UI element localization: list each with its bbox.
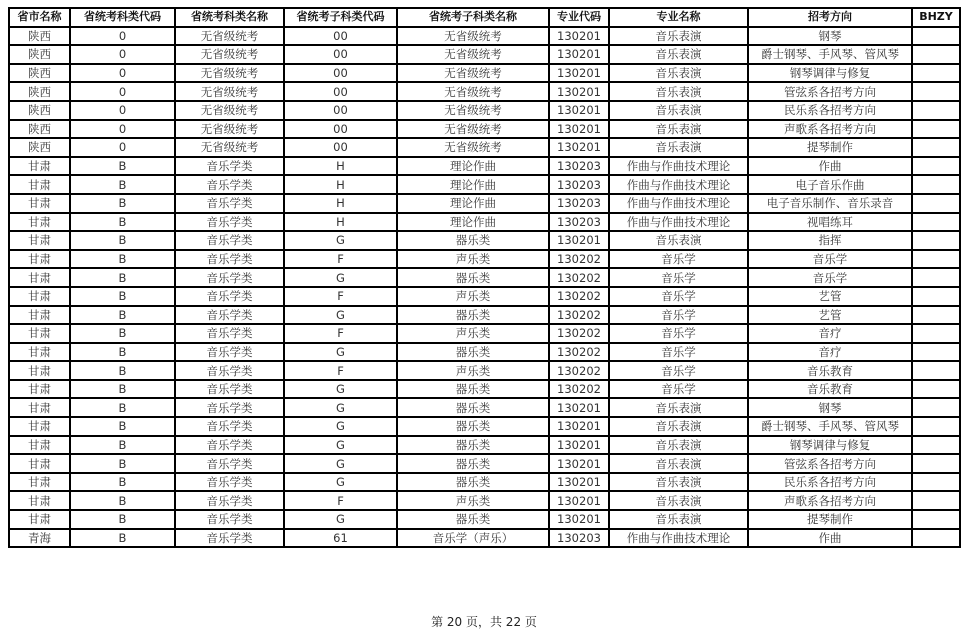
column-header-exam-category-code: 省统考科类代码 bbox=[70, 8, 175, 27]
cell-bhzy bbox=[912, 138, 960, 157]
cell-exam-category-name: 音乐学类 bbox=[175, 268, 284, 287]
cell-major-code: 130203 bbox=[549, 175, 609, 194]
cell-province: 陕西 bbox=[9, 138, 70, 157]
cell-province: 甘肃 bbox=[9, 231, 70, 250]
cell-exam-category-name: 无省级统考 bbox=[175, 101, 284, 120]
cell-exam-category-code: 0 bbox=[70, 120, 175, 139]
cell-exam-category-code: B bbox=[70, 268, 175, 287]
cell-major-name: 音乐表演 bbox=[609, 45, 748, 64]
cell-major-code: 130201 bbox=[549, 138, 609, 157]
column-header-province: 省市名称 bbox=[9, 8, 70, 27]
cell-major-code: 130202 bbox=[549, 361, 609, 380]
cell-major-name: 作曲与作曲技术理论 bbox=[609, 213, 748, 232]
cell-sub-category-name: 器乐类 bbox=[397, 398, 549, 417]
cell-sub-category-code: H bbox=[284, 175, 397, 194]
table-row bbox=[9, 343, 960, 362]
cell-sub-category-code: H bbox=[284, 194, 397, 213]
cell-province: 甘肃 bbox=[9, 510, 70, 529]
cell-sub-category-code: F bbox=[284, 491, 397, 510]
cell-bhzy bbox=[912, 64, 960, 83]
table-row bbox=[9, 287, 960, 306]
cell-sub-category-code: 00 bbox=[284, 120, 397, 139]
cell-sub-category-code: G bbox=[284, 380, 397, 399]
cell-bhzy bbox=[912, 101, 960, 120]
cell-exam-category-code: B bbox=[70, 306, 175, 325]
cell-major-name: 作曲与作曲技术理论 bbox=[609, 194, 748, 213]
cell-exam-category-code: B bbox=[70, 361, 175, 380]
cell-bhzy bbox=[912, 510, 960, 529]
cell-province: 陕西 bbox=[9, 64, 70, 83]
cell-sub-category-name: 器乐类 bbox=[397, 380, 549, 399]
cell-sub-category-name: 无省级统考 bbox=[397, 64, 549, 83]
cell-bhzy bbox=[912, 82, 960, 101]
cell-sub-category-code: G bbox=[284, 231, 397, 250]
cell-sub-category-code: G bbox=[284, 417, 397, 436]
cell-direction: 钢琴调律与修复 bbox=[748, 64, 912, 83]
cell-bhzy bbox=[912, 361, 960, 380]
cell-bhzy bbox=[912, 343, 960, 362]
cell-province: 陕西 bbox=[9, 27, 70, 46]
cell-major-code: 130201 bbox=[549, 231, 609, 250]
table-row bbox=[9, 454, 960, 473]
cell-direction: 爵士钢琴、手风琴、管风琴 bbox=[748, 45, 912, 64]
table-row bbox=[9, 398, 960, 417]
cell-bhzy bbox=[912, 287, 960, 306]
cell-exam-category-name: 音乐学类 bbox=[175, 510, 284, 529]
table-row bbox=[9, 510, 960, 529]
cell-direction: 音疗 bbox=[748, 343, 912, 362]
cell-bhzy bbox=[912, 398, 960, 417]
cell-major-code: 130201 bbox=[549, 45, 609, 64]
cell-major-name: 音乐表演 bbox=[609, 417, 748, 436]
cell-province: 陕西 bbox=[9, 45, 70, 64]
cell-exam-category-code: B bbox=[70, 398, 175, 417]
cell-bhzy bbox=[912, 417, 960, 436]
cell-exam-category-name: 音乐学类 bbox=[175, 436, 284, 455]
cell-major-name: 音乐表演 bbox=[609, 491, 748, 510]
cell-direction: 管弦系各招考方向 bbox=[748, 454, 912, 473]
column-header-exam-category-name: 省统考科类名称 bbox=[175, 8, 284, 27]
cell-province: 甘肃 bbox=[9, 398, 70, 417]
table-row bbox=[9, 306, 960, 325]
cell-sub-category-code: F bbox=[284, 324, 397, 343]
cell-sub-category-name: 器乐类 bbox=[397, 510, 549, 529]
cell-province: 甘肃 bbox=[9, 157, 70, 176]
cell-sub-category-name: 理论作曲 bbox=[397, 157, 549, 176]
cell-exam-category-name: 无省级统考 bbox=[175, 82, 284, 101]
cell-bhzy bbox=[912, 175, 960, 194]
column-header-bhzy: BHZY bbox=[912, 8, 960, 27]
cell-bhzy bbox=[912, 529, 960, 548]
cell-major-name: 音乐表演 bbox=[609, 82, 748, 101]
cell-province: 陕西 bbox=[9, 82, 70, 101]
cell-major-name: 音乐学 bbox=[609, 343, 748, 362]
cell-direction: 艺管 bbox=[748, 306, 912, 325]
cell-bhzy bbox=[912, 250, 960, 269]
cell-exam-category-name: 无省级统考 bbox=[175, 27, 284, 46]
table-row bbox=[9, 138, 960, 157]
cell-sub-category-code: G bbox=[284, 268, 397, 287]
cell-sub-category-name: 无省级统考 bbox=[397, 82, 549, 101]
cell-major-code: 130201 bbox=[549, 510, 609, 529]
cell-sub-category-name: 器乐类 bbox=[397, 454, 549, 473]
cell-major-code: 130201 bbox=[549, 417, 609, 436]
cell-exam-category-name: 音乐学类 bbox=[175, 473, 284, 492]
cell-exam-category-code: 0 bbox=[70, 27, 175, 46]
cell-sub-category-code: G bbox=[284, 398, 397, 417]
cell-sub-category-code: G bbox=[284, 473, 397, 492]
cell-exam-category-name: 无省级统考 bbox=[175, 64, 284, 83]
cell-bhzy bbox=[912, 268, 960, 287]
table-row bbox=[9, 64, 960, 83]
cell-province: 陕西 bbox=[9, 120, 70, 139]
table-row bbox=[9, 213, 960, 232]
cell-exam-category-name: 音乐学类 bbox=[175, 194, 284, 213]
cell-sub-category-name: 无省级统考 bbox=[397, 120, 549, 139]
cell-major-code: 130201 bbox=[549, 64, 609, 83]
cell-major-name: 音乐学 bbox=[609, 306, 748, 325]
cell-direction: 音乐教育 bbox=[748, 380, 912, 399]
cell-sub-category-name: 理论作曲 bbox=[397, 175, 549, 194]
cell-major-code: 130201 bbox=[549, 473, 609, 492]
cell-province: 甘肃 bbox=[9, 213, 70, 232]
cell-sub-category-name: 器乐类 bbox=[397, 436, 549, 455]
table-row bbox=[9, 45, 960, 64]
cell-province: 甘肃 bbox=[9, 417, 70, 436]
cell-exam-category-code: B bbox=[70, 231, 175, 250]
cell-exam-category-code: B bbox=[70, 417, 175, 436]
cell-bhzy bbox=[912, 120, 960, 139]
table-row bbox=[9, 473, 960, 492]
cell-major-name: 音乐表演 bbox=[609, 120, 748, 139]
cell-province: 甘肃 bbox=[9, 361, 70, 380]
cell-sub-category-name: 声乐类 bbox=[397, 324, 549, 343]
cell-exam-category-name: 音乐学类 bbox=[175, 417, 284, 436]
cell-sub-category-name: 器乐类 bbox=[397, 473, 549, 492]
cell-sub-category-code: F bbox=[284, 287, 397, 306]
cell-direction: 视唱练耳 bbox=[748, 213, 912, 232]
cell-province: 甘肃 bbox=[9, 194, 70, 213]
cell-sub-category-name: 无省级统考 bbox=[397, 27, 549, 46]
cell-sub-category-code: 00 bbox=[284, 138, 397, 157]
cell-province: 甘肃 bbox=[9, 454, 70, 473]
column-header-major-name: 专业名称 bbox=[609, 8, 748, 27]
cell-direction: 指挥 bbox=[748, 231, 912, 250]
cell-exam-category-code: B bbox=[70, 491, 175, 510]
cell-direction: 民乐系各招考方向 bbox=[748, 473, 912, 492]
cell-direction: 钢琴 bbox=[748, 398, 912, 417]
cell-bhzy bbox=[912, 27, 960, 46]
cell-major-code: 130202 bbox=[549, 306, 609, 325]
cell-exam-category-name: 音乐学类 bbox=[175, 454, 284, 473]
cell-province: 甘肃 bbox=[9, 306, 70, 325]
cell-sub-category-code: 00 bbox=[284, 45, 397, 64]
cell-major-name: 音乐表演 bbox=[609, 473, 748, 492]
cell-exam-category-name: 音乐学类 bbox=[175, 529, 284, 548]
cell-sub-category-code: F bbox=[284, 250, 397, 269]
cell-direction: 声歌系各招考方向 bbox=[748, 120, 912, 139]
cell-sub-category-name: 器乐类 bbox=[397, 306, 549, 325]
cell-direction: 作曲 bbox=[748, 157, 912, 176]
cell-exam-category-code: B bbox=[70, 324, 175, 343]
cell-exam-category-name: 音乐学类 bbox=[175, 287, 284, 306]
table-row bbox=[9, 101, 960, 120]
cell-exam-category-code: B bbox=[70, 510, 175, 529]
cell-bhzy bbox=[912, 231, 960, 250]
cell-major-code: 130201 bbox=[549, 120, 609, 139]
cell-bhzy bbox=[912, 436, 960, 455]
cell-sub-category-name: 无省级统考 bbox=[397, 45, 549, 64]
cell-direction: 电子音乐作曲 bbox=[748, 175, 912, 194]
cell-sub-category-code: F bbox=[284, 361, 397, 380]
cell-exam-category-name: 无省级统考 bbox=[175, 138, 284, 157]
cell-bhzy bbox=[912, 45, 960, 64]
cell-major-code: 130201 bbox=[549, 82, 609, 101]
cell-sub-category-name: 声乐类 bbox=[397, 287, 549, 306]
table-row bbox=[9, 27, 960, 46]
table-row bbox=[9, 529, 960, 548]
table-row bbox=[9, 417, 960, 436]
cell-direction: 音乐学 bbox=[748, 250, 912, 269]
page-number: 第 20 页，共 22 页 bbox=[431, 615, 537, 629]
cell-sub-category-code: G bbox=[284, 343, 397, 362]
cell-major-name: 音乐学 bbox=[609, 268, 748, 287]
cell-major-code: 130202 bbox=[549, 287, 609, 306]
cell-direction: 音乐学 bbox=[748, 268, 912, 287]
cell-exam-category-code: B bbox=[70, 454, 175, 473]
cell-bhzy bbox=[912, 157, 960, 176]
cell-exam-category-name: 音乐学类 bbox=[175, 343, 284, 362]
cell-sub-category-name: 理论作曲 bbox=[397, 194, 549, 213]
cell-major-code: 130201 bbox=[549, 436, 609, 455]
cell-bhzy bbox=[912, 213, 960, 232]
cell-sub-category-name: 理论作曲 bbox=[397, 213, 549, 232]
column-header-direction: 招考方向 bbox=[748, 8, 912, 27]
cell-exam-category-code: B bbox=[70, 287, 175, 306]
admissions-table bbox=[8, 7, 961, 548]
cell-major-name: 音乐表演 bbox=[609, 436, 748, 455]
cell-exam-category-name: 音乐学类 bbox=[175, 213, 284, 232]
table-row bbox=[9, 491, 960, 510]
cell-direction: 民乐系各招考方向 bbox=[748, 101, 912, 120]
cell-exam-category-name: 音乐学类 bbox=[175, 157, 284, 176]
table-row bbox=[9, 250, 960, 269]
cell-major-name: 作曲与作曲技术理论 bbox=[609, 529, 748, 548]
cell-sub-category-code: G bbox=[284, 436, 397, 455]
cell-direction: 爵士钢琴、手风琴、管风琴 bbox=[748, 417, 912, 436]
cell-major-name: 音乐表演 bbox=[609, 454, 748, 473]
cell-exam-category-code: B bbox=[70, 529, 175, 548]
cell-major-code: 130203 bbox=[549, 529, 609, 548]
cell-exam-category-name: 音乐学类 bbox=[175, 398, 284, 417]
cell-sub-category-code: G bbox=[284, 454, 397, 473]
cell-major-code: 130201 bbox=[549, 491, 609, 510]
table-row bbox=[9, 436, 960, 455]
cell-province: 甘肃 bbox=[9, 268, 70, 287]
cell-major-code: 130201 bbox=[549, 27, 609, 46]
cell-exam-category-name: 音乐学类 bbox=[175, 231, 284, 250]
cell-major-name: 音乐表演 bbox=[609, 64, 748, 83]
cell-exam-category-code: B bbox=[70, 473, 175, 492]
cell-direction: 音疗 bbox=[748, 324, 912, 343]
cell-direction: 管弦系各招考方向 bbox=[748, 82, 912, 101]
cell-exam-category-name: 音乐学类 bbox=[175, 306, 284, 325]
cell-sub-category-code: H bbox=[284, 213, 397, 232]
cell-province: 甘肃 bbox=[9, 436, 70, 455]
cell-sub-category-code: 00 bbox=[284, 64, 397, 83]
cell-major-code: 130203 bbox=[549, 157, 609, 176]
cell-sub-category-name: 器乐类 bbox=[397, 343, 549, 362]
table-row bbox=[9, 324, 960, 343]
cell-major-code: 130202 bbox=[549, 250, 609, 269]
cell-sub-category-name: 音乐学（声乐） bbox=[397, 529, 549, 548]
cell-direction: 钢琴 bbox=[748, 27, 912, 46]
cell-province: 青海 bbox=[9, 529, 70, 548]
cell-direction: 声歌系各招考方向 bbox=[748, 491, 912, 510]
cell-sub-category-name: 声乐类 bbox=[397, 361, 549, 380]
cell-major-code: 130202 bbox=[549, 380, 609, 399]
cell-major-name: 音乐表演 bbox=[609, 231, 748, 250]
cell-bhzy bbox=[912, 454, 960, 473]
cell-sub-category-code: 00 bbox=[284, 82, 397, 101]
cell-major-name: 作曲与作曲技术理论 bbox=[609, 157, 748, 176]
cell-sub-category-name: 声乐类 bbox=[397, 491, 549, 510]
table-row bbox=[9, 82, 960, 101]
cell-major-name: 音乐表演 bbox=[609, 138, 748, 157]
cell-province: 陕西 bbox=[9, 101, 70, 120]
cell-exam-category-code: B bbox=[70, 436, 175, 455]
cell-major-name: 音乐学 bbox=[609, 250, 748, 269]
cell-bhzy bbox=[912, 306, 960, 325]
cell-exam-category-code: B bbox=[70, 250, 175, 269]
cell-sub-category-code: G bbox=[284, 306, 397, 325]
cell-major-code: 130201 bbox=[549, 101, 609, 120]
cell-major-name: 音乐表演 bbox=[609, 398, 748, 417]
cell-sub-category-name: 器乐类 bbox=[397, 417, 549, 436]
table-body bbox=[9, 27, 960, 548]
cell-major-name: 音乐学 bbox=[609, 361, 748, 380]
cell-sub-category-name: 器乐类 bbox=[397, 268, 549, 287]
cell-province: 甘肃 bbox=[9, 491, 70, 510]
cell-province: 甘肃 bbox=[9, 380, 70, 399]
cell-direction: 音乐教育 bbox=[748, 361, 912, 380]
cell-bhzy bbox=[912, 491, 960, 510]
cell-bhzy bbox=[912, 194, 960, 213]
cell-major-name: 作曲与作曲技术理论 bbox=[609, 175, 748, 194]
cell-major-code: 130202 bbox=[549, 343, 609, 362]
cell-exam-category-name: 无省级统考 bbox=[175, 120, 284, 139]
cell-sub-category-code: 00 bbox=[284, 101, 397, 120]
cell-exam-category-name: 音乐学类 bbox=[175, 324, 284, 343]
cell-exam-category-code: B bbox=[70, 175, 175, 194]
cell-exam-category-name: 无省级统考 bbox=[175, 45, 284, 64]
cell-direction: 电子音乐制作、音乐录音 bbox=[748, 194, 912, 213]
cell-major-code: 130203 bbox=[549, 213, 609, 232]
cell-sub-category-name: 器乐类 bbox=[397, 231, 549, 250]
column-header-sub-category-name: 省统考子科类名称 bbox=[397, 8, 549, 27]
cell-exam-category-code: B bbox=[70, 157, 175, 176]
cell-province: 甘肃 bbox=[9, 287, 70, 306]
cell-exam-category-name: 音乐学类 bbox=[175, 175, 284, 194]
cell-major-code: 130201 bbox=[549, 454, 609, 473]
cell-province: 甘肃 bbox=[9, 250, 70, 269]
cell-exam-category-code: 0 bbox=[70, 101, 175, 120]
cell-bhzy bbox=[912, 380, 960, 399]
cell-province: 甘肃 bbox=[9, 175, 70, 194]
cell-direction: 提琴制作 bbox=[748, 510, 912, 529]
cell-exam-category-code: 0 bbox=[70, 64, 175, 83]
table-row bbox=[9, 361, 960, 380]
table-row bbox=[9, 194, 960, 213]
cell-major-name: 音乐表演 bbox=[609, 101, 748, 120]
cell-major-name: 音乐学 bbox=[609, 380, 748, 399]
cell-major-name: 音乐学 bbox=[609, 287, 748, 306]
column-header-sub-category-code: 省统考子科类代码 bbox=[284, 8, 397, 27]
cell-sub-category-name: 无省级统考 bbox=[397, 138, 549, 157]
cell-exam-category-name: 音乐学类 bbox=[175, 361, 284, 380]
cell-direction: 艺管 bbox=[748, 287, 912, 306]
cell-exam-category-code: 0 bbox=[70, 138, 175, 157]
cell-province: 甘肃 bbox=[9, 343, 70, 362]
cell-major-name: 音乐学 bbox=[609, 324, 748, 343]
cell-exam-category-name: 音乐学类 bbox=[175, 380, 284, 399]
cell-major-name: 音乐表演 bbox=[609, 27, 748, 46]
table-row bbox=[9, 120, 960, 139]
cell-major-code: 130203 bbox=[549, 194, 609, 213]
cell-sub-category-name: 无省级统考 bbox=[397, 101, 549, 120]
cell-major-code: 130202 bbox=[549, 268, 609, 287]
cell-sub-category-code: 00 bbox=[284, 27, 397, 46]
table-row bbox=[9, 380, 960, 399]
cell-province: 甘肃 bbox=[9, 473, 70, 492]
cell-direction: 钢琴调律与修复 bbox=[748, 436, 912, 455]
cell-province: 甘肃 bbox=[9, 324, 70, 343]
cell-exam-category-code: B bbox=[70, 194, 175, 213]
cell-bhzy bbox=[912, 473, 960, 492]
cell-direction: 作曲 bbox=[748, 529, 912, 548]
cell-exam-category-name: 音乐学类 bbox=[175, 491, 284, 510]
header-row bbox=[9, 8, 960, 27]
cell-exam-category-code: 0 bbox=[70, 82, 175, 101]
cell-sub-category-code: G bbox=[284, 510, 397, 529]
cell-major-code: 130202 bbox=[549, 324, 609, 343]
cell-exam-category-name: 音乐学类 bbox=[175, 250, 284, 269]
table-row bbox=[9, 231, 960, 250]
cell-direction: 提琴制作 bbox=[748, 138, 912, 157]
column-header-major-code: 专业代码 bbox=[549, 8, 609, 27]
table-row bbox=[9, 157, 960, 176]
cell-sub-category-name: 声乐类 bbox=[397, 250, 549, 269]
cell-exam-category-code: B bbox=[70, 380, 175, 399]
cell-major-name: 音乐表演 bbox=[609, 510, 748, 529]
table-row bbox=[9, 175, 960, 194]
cell-sub-category-code: 61 bbox=[284, 529, 397, 548]
cell-sub-category-code: H bbox=[284, 157, 397, 176]
cell-bhzy bbox=[912, 324, 960, 343]
table-row bbox=[9, 268, 960, 287]
cell-exam-category-code: 0 bbox=[70, 45, 175, 64]
cell-exam-category-code: B bbox=[70, 343, 175, 362]
cell-exam-category-code: B bbox=[70, 213, 175, 232]
cell-major-code: 130201 bbox=[549, 398, 609, 417]
